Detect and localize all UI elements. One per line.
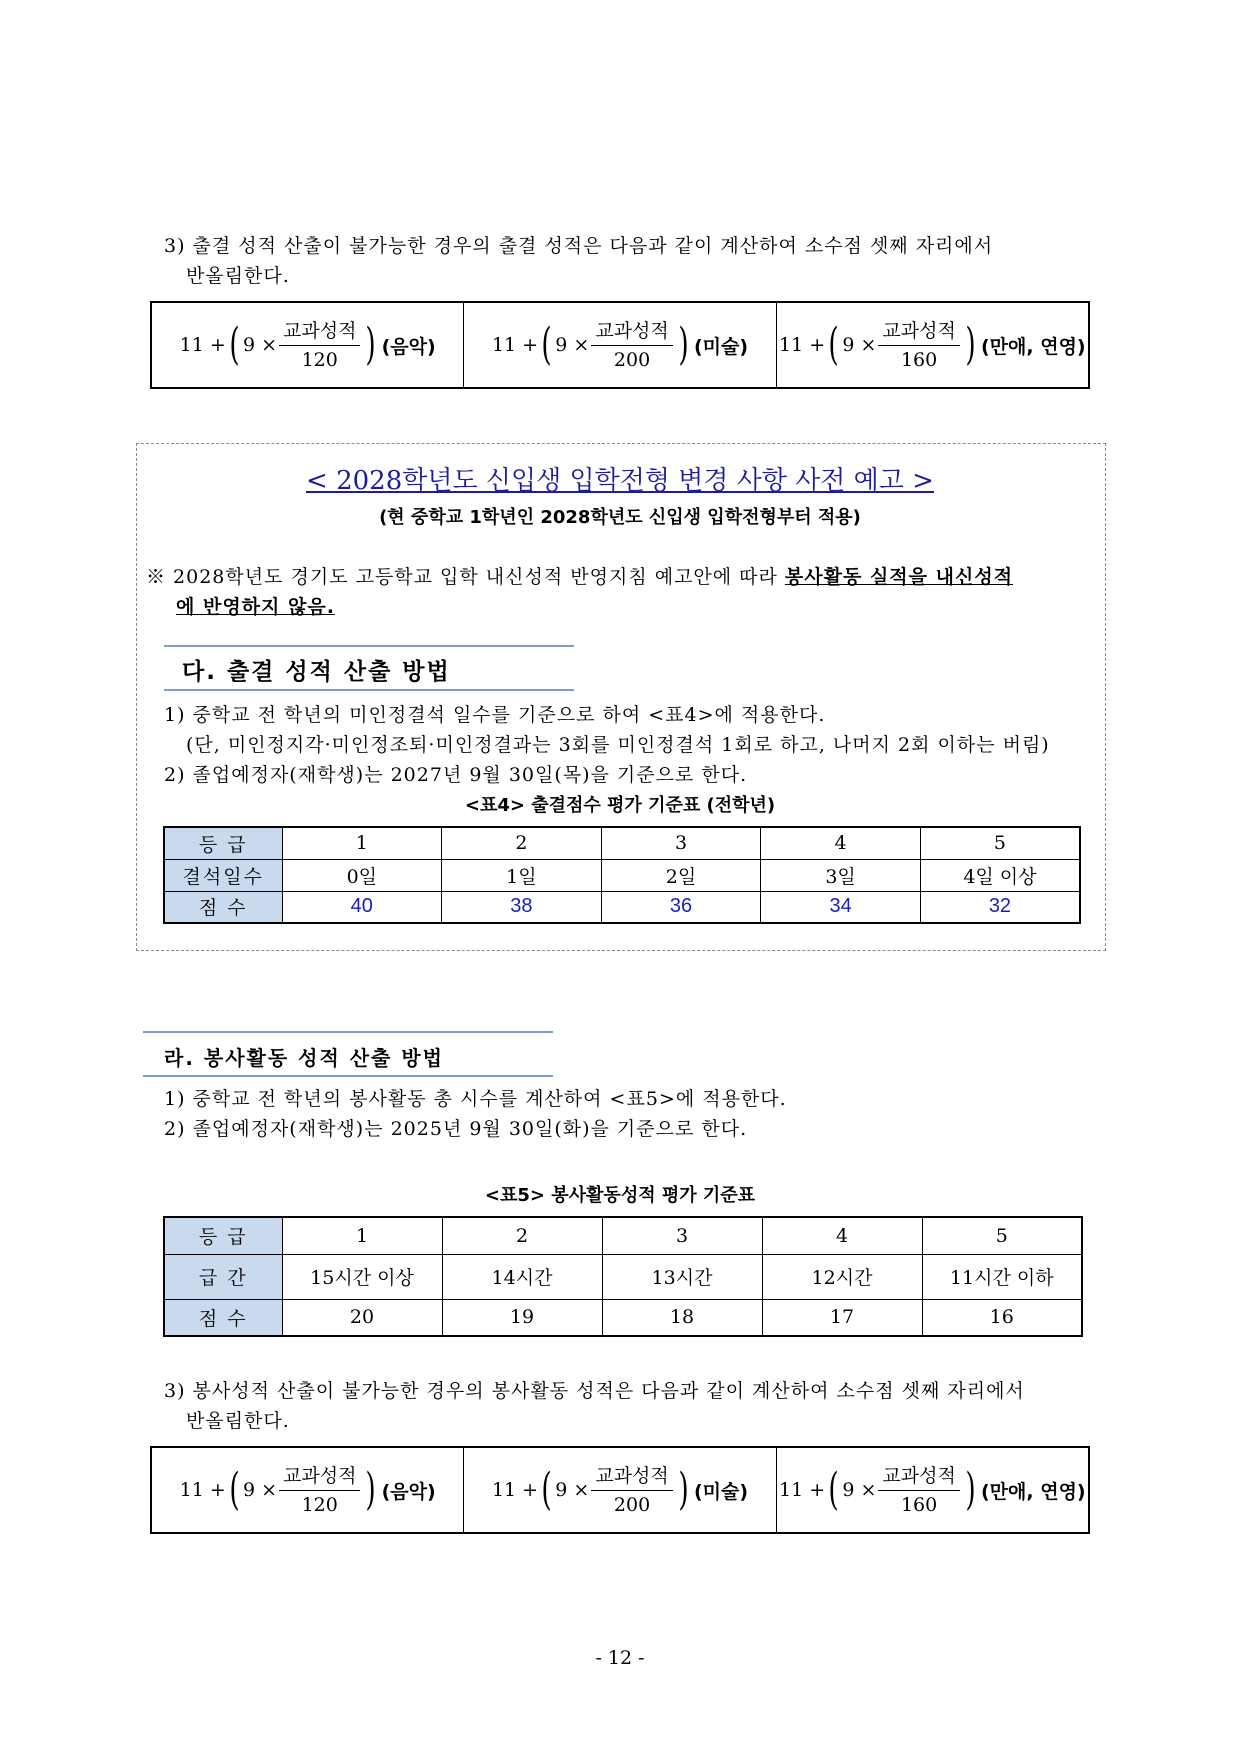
notice-note-line2: 에 반영하지 않음. xyxy=(176,596,335,618)
formula-box-top xyxy=(150,301,1090,389)
formula-music: 11 + ( 9 × $\frac{\text{교과성적}}{120}$ ) (음악) xyxy=(152,1448,464,1532)
attendance-item2: 2) 졸업예정자(재학생)는 2027년 9월 30일(목)을 기준으로 한다. xyxy=(164,764,748,786)
volunteer-fallback-line1: 3) 봉사성적 산출이 불가능한 경우의 봉사활동 성적은 다음과 같이 계산하여 소수점 셋째 자리에서 xyxy=(164,1380,1025,1402)
table5-volunteer-scores xyxy=(163,1216,1083,1337)
table4-attendance-scores xyxy=(163,826,1081,924)
attendance-fallback-line2: 반올림한다. xyxy=(186,265,290,287)
table-row: 점 수 20 19 18 17 16 xyxy=(164,1299,1082,1336)
table-row: 결석일수 0일 1일 2일 3일 4일 이상 xyxy=(164,859,1080,891)
formula-animation-acting: 11 + ( 9 × $\frac{\text{교과성적}}{160}$ ) (만애, 연영) xyxy=(779,1464,1086,1516)
section-title-volunteer: 라. 봉사활동 성적 산출 방법 xyxy=(164,1046,444,1070)
attendance-item1: 1) 중학교 전 학년의 미인정결석 일수를 기준으로 하여 <표4>에 적용한다. xyxy=(164,704,826,726)
section-rule-top xyxy=(164,645,574,647)
formula-art: 11 + ( 9 × $\frac{\text{교과성적}}{200}$ ) (미술) xyxy=(464,1448,776,1532)
formula-music: 11 + ( 9 × $\frac{\text{교과성적}}{120}$ ) (음악) xyxy=(152,303,464,387)
section-rule-bottom xyxy=(143,1075,553,1077)
formula-art: 11 + ( 9 × $\frac{\text{교과성적}}{200}$ ) (미술) xyxy=(464,303,776,387)
attendance-fallback-line1: 3) 출결 성적 산출이 불가능한 경우의 출결 성적은 다음과 같이 계산하여 소수점 셋째 자리에서 xyxy=(164,235,994,257)
table-row: 점 수 40 38 36 34 32 xyxy=(164,891,1080,923)
section-rule-bottom xyxy=(164,689,574,691)
table-row: 등 급 1 2 3 4 5 xyxy=(164,1217,1082,1254)
notice-title: < 2028학년도 신입생 입학전형 변경 사항 사전 예고 > xyxy=(306,466,934,496)
notice-note-line1: ※ 2028학년도 경기도 고등학교 입학 내신성적 반영지침 예고안에 따라 봉사활동 실적을 내신성적 xyxy=(146,566,1014,588)
formula-box-bottom xyxy=(150,1446,1090,1534)
notice-subtitle: (현 중학교 1학년인 2028학년도 신입생 입학전형부터 적용) xyxy=(379,507,861,528)
volunteer-item1: 1) 중학교 전 학년의 봉사활동 총 시수를 계산하여 <표5>에 적용한다. xyxy=(164,1088,787,1110)
table4-caption: <표4> 출결점수 평가 기준표 (전학년) xyxy=(464,795,776,816)
volunteer-fallback-line2: 반올림한다. xyxy=(186,1410,290,1432)
table-row: 등 급 1 2 3 4 5 xyxy=(164,827,1080,859)
attendance-item1-note: (단, 미인정지각·미인정조퇴·미인정결과는 3회를 미인정결석 1회로 하고, 나머지 2회 이하는 버림) xyxy=(186,734,1050,756)
section-title-attendance: 다. 출결 성적 산출 방법 xyxy=(182,659,451,685)
table5-caption: <표5> 봉사활동성적 평가 기준표 xyxy=(484,1185,756,1206)
volunteer-item2: 2) 졸업예정자(재학생)는 2025년 9월 30일(화)을 기준으로 한다. xyxy=(164,1118,748,1140)
table-row: 급 간 15시간 이상 14시간 13시간 12시간 11시간 이하 xyxy=(164,1254,1082,1299)
page-number: - 12 - xyxy=(595,1647,645,1669)
formula-animation-acting: 11 + ( 9 × $\frac{\text{교과성적}}{160}$ ) (만애, 연영) xyxy=(779,319,1086,371)
section-rule-top xyxy=(143,1031,553,1033)
